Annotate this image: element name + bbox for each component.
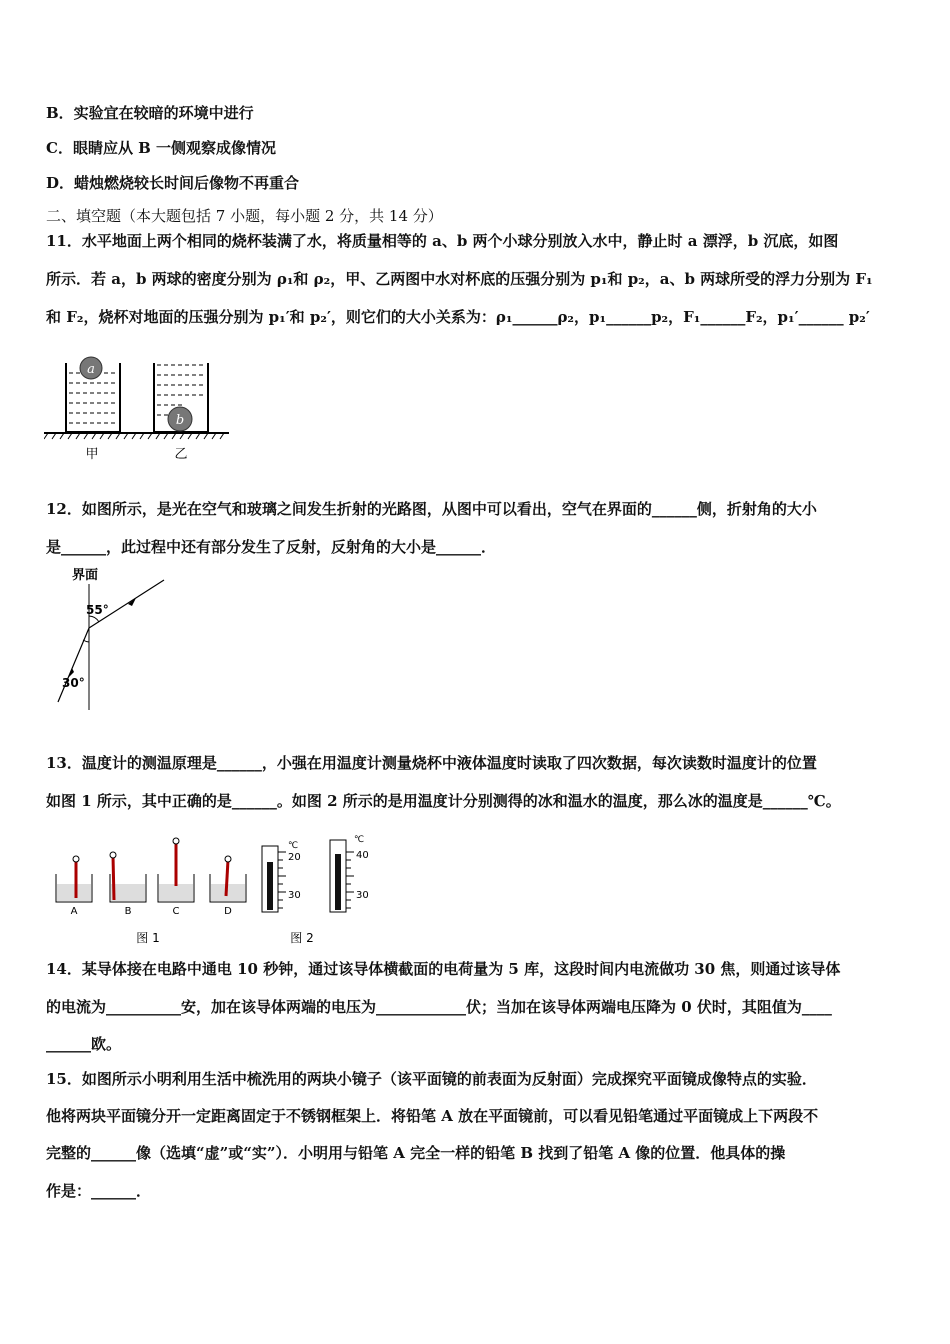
thermo2-bottom: 30 bbox=[356, 890, 369, 901]
ball-b-label: b bbox=[175, 413, 185, 428]
label-yi: 乙 bbox=[174, 447, 188, 462]
section-heading: 二、填空题（本大题包括 7 小题，每小题 2 分，共 14 分） bbox=[46, 207, 443, 225]
label-jia: 甲 bbox=[85, 447, 99, 462]
ball-a-label: a bbox=[87, 362, 95, 377]
angle-55: 55° bbox=[86, 603, 109, 617]
q14-line3: ______欧。 bbox=[46, 1035, 122, 1053]
q11-line3: 和 F₂，烧杯对地面的压强分别为 p₁′和 p₂′，则它们的大小关系为：ρ₁______ρ₂，p₁______p₂，F₁______F₂，p₁′______ p₂′ bbox=[46, 308, 870, 326]
q15-line1: 15．如图所示小明利用生活中梳洗用的两块小镜子（该平面镜的前表面为反射面）完成探究平面镜成像特点的实验． bbox=[46, 1070, 817, 1088]
thermo1-bottom: 30 bbox=[288, 890, 301, 901]
q14-line2: 的电流为__________安，加在该导体两端的电压为____________伏；当加在该导体两端电压降为 0 伏时，其阻值为____ bbox=[46, 998, 832, 1016]
option-c: C．眼睛应从 B 一侧观察成像情况 bbox=[46, 139, 277, 157]
q12-line1: 12．如图所示，是光在空气和玻璃之间发生折射的光路图，从图中可以看出，空气在界面的______侧，折射角的大小 bbox=[46, 500, 817, 518]
interface-label: 界面 bbox=[72, 568, 99, 583]
q13-line2: 如图 1 所示，其中正确的是______。如图 2 所示的是用温度计分别测得的冰和温水的温度，那么冰的温度是______℃。 bbox=[46, 792, 841, 810]
q13-figure bbox=[48, 832, 388, 948]
q11-line1: 11．水平地面上两个相同的烧杯装满了水，将质量相等的 a、b 两个小球分别放入水中，静止时 a 漂浮，b 沉底，如图 bbox=[46, 232, 839, 250]
fig1-caption: 图 1 bbox=[136, 931, 160, 945]
q12-line2: 是______，此过程中还有部分发生了反射，反射角的大小是______． bbox=[46, 538, 497, 556]
angle-30: 30° bbox=[62, 676, 85, 690]
q12-figure bbox=[44, 562, 184, 712]
option-d: D．蜡烛燃烧较长时间后像物不再重合 bbox=[46, 174, 300, 192]
q11-line2: 所示．若 a，b 两球的密度分别为 ρ₁和 ρ₂，甲、乙两图中水对杯底的压强分别为 p₁和 p₂，a、b 两球所受的浮力分别为 F₁ bbox=[46, 270, 873, 288]
q11-figure bbox=[44, 355, 234, 465]
thermo2-unit: ℃ bbox=[354, 835, 365, 845]
fig2-caption: 图 2 bbox=[290, 931, 314, 945]
beaker-label-a: A bbox=[70, 906, 78, 917]
q13-line1: 13．温度计的测温原理是______，小强在用温度计测量烧杯中液体温度时读取了四次数据，每次读数时温度计的位置 bbox=[46, 754, 817, 772]
thermo1-top: 20 bbox=[288, 852, 301, 863]
q15-line4: 作是：______． bbox=[46, 1182, 152, 1200]
beaker-label-b: B bbox=[124, 906, 132, 917]
option-b: B．实验宜在较暗的环境中进行 bbox=[46, 104, 254, 122]
beaker-label-d: D bbox=[224, 906, 232, 917]
thermo2-top: 40 bbox=[356, 850, 369, 861]
q14-line1: 14．某导体接在电路中通电 10 秒钟，通过该导体横截面的电荷量为 5 库，这段时间内电流做功 30 焦，则通过该导体 bbox=[46, 960, 841, 978]
q15-line2: 他将两块平面镜分开一定距离固定于不锈钢框架上．将铅笔 A 放在平面镜前，可以看见铅笔通过平面镜成上下两段不 bbox=[46, 1107, 819, 1125]
thermo1-unit: ℃ bbox=[288, 841, 299, 851]
q15-line3: 完整的______像（选填“虚”或“实”）．小明用与铅笔 A 完全一样的铅笔 B 找到了铅笔 A 像的位置．他具体的操 bbox=[46, 1144, 786, 1162]
beaker-label-c: C bbox=[172, 906, 180, 917]
